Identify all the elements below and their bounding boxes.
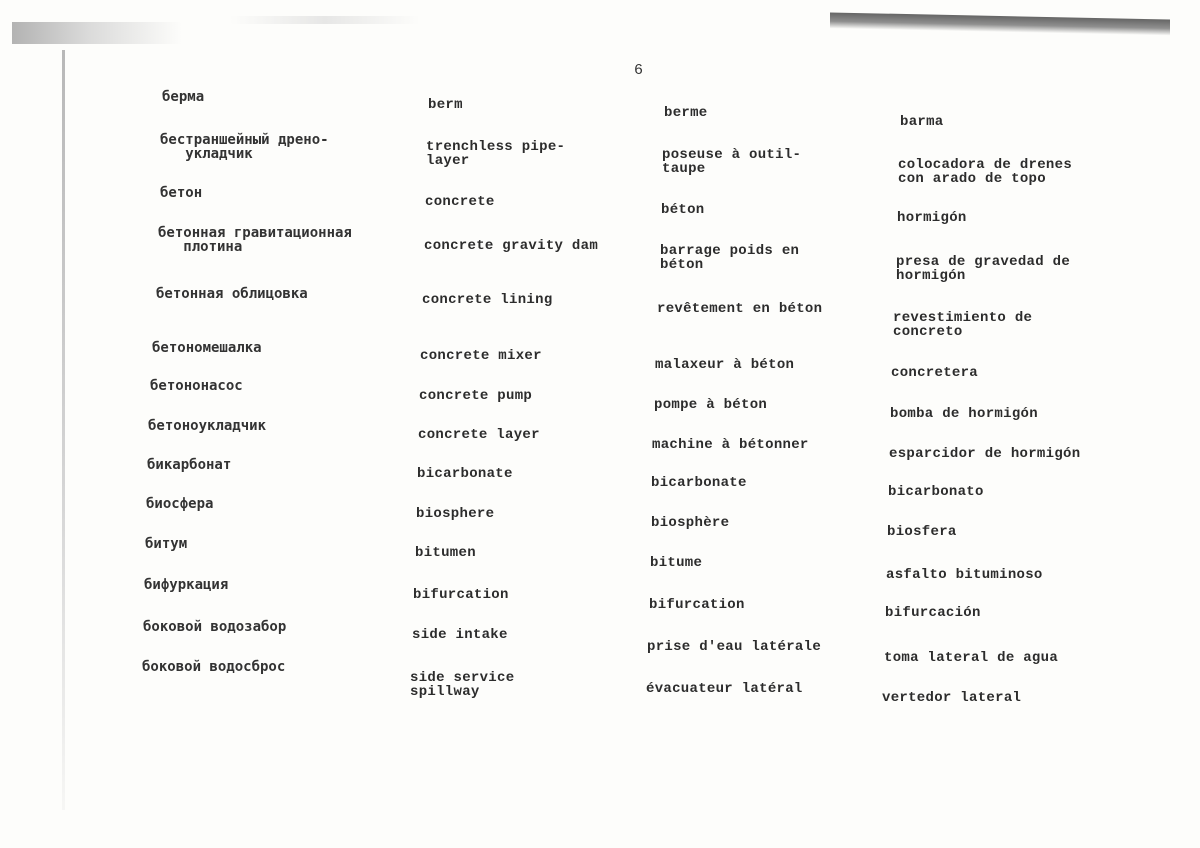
term-es: revestimiento de concreto: [893, 310, 1033, 340]
term-ru: берма: [162, 89, 205, 105]
term-es: asfalto bituminoso: [886, 567, 1043, 583]
term-fr: poseuse à outil- taupe: [662, 147, 802, 177]
term-fr: prise d'eau latérale: [647, 639, 822, 655]
term-en: concrete: [425, 194, 495, 210]
term-es: bifurcación: [885, 605, 981, 621]
term-ru: бетономешалка: [152, 340, 262, 356]
scan-left-edge: [62, 50, 65, 810]
term-fr: bitume: [650, 555, 703, 571]
term-es: barma: [900, 114, 944, 130]
term-en: concrete layer: [418, 427, 540, 443]
term-en: concrete gravity dam: [424, 238, 599, 254]
term-en: concrete lining: [422, 292, 553, 308]
term-fr: berme: [664, 105, 708, 121]
term-fr: pompe à béton: [654, 397, 768, 413]
term-es: vertedor lateral: [882, 690, 1022, 706]
term-ru: боковой водозабор: [143, 619, 287, 635]
term-fr: bicarbonate: [651, 475, 747, 491]
term-ru: биосфера: [146, 496, 214, 512]
term-es: biosfera: [887, 524, 957, 540]
scan-shadow-top-right: [830, 12, 1170, 35]
term-en: biosphere: [416, 506, 495, 522]
term-ru: бетононасос: [150, 378, 243, 394]
term-ru: битум: [145, 536, 188, 552]
term-es: bomba de hormigón: [890, 406, 1038, 422]
term-fr: évacuateur latéral: [646, 681, 803, 697]
term-es: toma lateral de agua: [884, 650, 1059, 666]
term-es: bicarbonato: [888, 484, 984, 500]
term-ru: бетоноукладчик: [148, 418, 267, 434]
term-en: berm: [428, 97, 463, 113]
scan-shadow-top-left: [12, 22, 182, 44]
term-en: side intake: [412, 627, 508, 643]
term-fr: béton: [661, 202, 705, 218]
term-ru: бифуркация: [144, 577, 229, 593]
term-ru: бестраншейный дрено- укладчик: [160, 132, 329, 162]
page-number: 6: [634, 62, 644, 79]
term-en: trenchless pipe- layer: [426, 139, 566, 169]
term-es: esparcidor de hormigón: [889, 446, 1081, 462]
term-fr: revêtement en béton: [657, 301, 823, 317]
term-es: concretera: [891, 365, 979, 381]
term-ru: боковой водосброс: [142, 659, 286, 675]
term-ru: бетонная гравитационная плотина: [158, 225, 352, 255]
term-en: bifurcation: [413, 587, 509, 603]
term-ru: бетонная облицовка: [156, 286, 308, 302]
term-en: side service spillway: [410, 670, 515, 700]
term-ru: бикарбонат: [147, 457, 232, 473]
term-fr: machine à bétonner: [652, 437, 809, 453]
term-fr: barrage poids en béton: [660, 243, 800, 273]
term-es: presa de gravedad de hormigón: [896, 254, 1071, 284]
term-fr: biosphère: [651, 515, 730, 531]
term-en: concrete pump: [419, 388, 533, 404]
term-es: hormigón: [897, 210, 967, 226]
term-fr: bifurcation: [649, 597, 745, 613]
term-en: bicarbonate: [417, 466, 513, 482]
term-fr: malaxeur à béton: [655, 357, 795, 373]
term-en: bitumen: [415, 545, 476, 561]
term-ru: бетон: [160, 185, 203, 201]
scan-shadow-top-mid: [230, 16, 420, 24]
term-en: concrete mixer: [420, 348, 542, 364]
term-es: colocadora de drenes con arado de topo: [898, 157, 1073, 187]
